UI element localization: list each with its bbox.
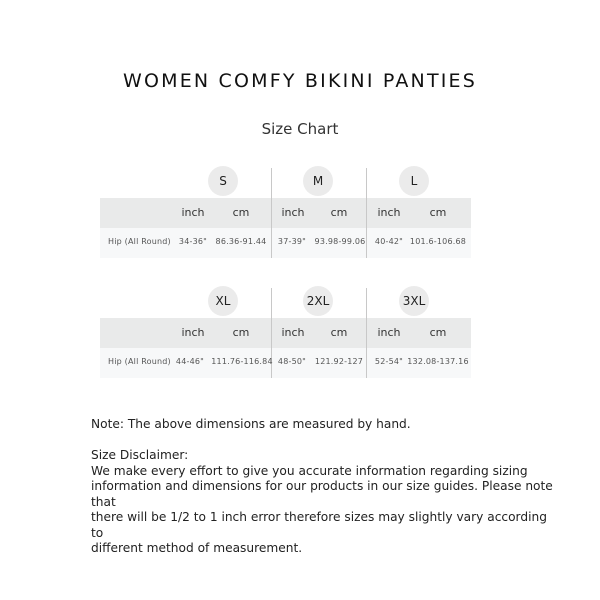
unit-label-inch: inch: [377, 206, 401, 219]
disclaimer-line: there will be 1/2 to 1 inch error therefore sizes may slightly vary according to: [91, 510, 547, 540]
unit-label-cm: cm: [429, 326, 447, 339]
row-label: Hip (All Round): [108, 237, 171, 246]
size-badge: S: [208, 166, 238, 196]
size-badge: XL: [208, 286, 238, 316]
unit-label-inch: inch: [281, 206, 305, 219]
value-inch: 52-54": [374, 357, 404, 366]
column-divider: [366, 288, 367, 378]
value-inch: 34-36": [178, 237, 208, 246]
value-inch: 48-50": [277, 357, 307, 366]
measurement-note: Note: The above dimensions are measured by hand.: [91, 417, 411, 431]
disclaimer-line: We make every effort to give you accurate information regarding sizing: [91, 463, 528, 478]
value-cm: 101.6-106.68: [409, 237, 467, 246]
size-badge: L: [399, 166, 429, 196]
value-cm: 86.36-91.44: [215, 237, 267, 246]
value-cm: 93.98-99.06: [314, 237, 366, 246]
size-table-1: [100, 166, 471, 258]
unit-label-cm: cm: [429, 206, 447, 219]
unit-label-inch: inch: [377, 326, 401, 339]
chart-subtitle: Size Chart: [261, 120, 339, 138]
value-inch: 44-46": [175, 357, 205, 366]
value-cm: 111.76-116.84: [211, 357, 273, 366]
unit-label-inch: inch: [181, 206, 205, 219]
size-badge: 2XL: [303, 286, 333, 316]
unit-label-inch: inch: [281, 326, 305, 339]
disclaimer-title: Size Disclaimer:: [91, 448, 189, 462]
page-title: WOMEN COMFY BIKINI PANTIES: [122, 70, 478, 92]
disclaimer-line: information and dimensions for our products in our size guides. Please note that: [91, 479, 553, 509]
value-inch: 37-39": [277, 237, 307, 246]
size-badge: 3XL: [399, 286, 429, 316]
notes-section: [91, 417, 561, 557]
value-inch: 40-42": [374, 237, 404, 246]
unit-label-cm: cm: [330, 206, 348, 219]
column-divider: [366, 168, 367, 258]
size-table-2: [100, 286, 471, 378]
disclaimer-line: different method of measurement.: [91, 541, 303, 555]
size-badge: M: [303, 166, 333, 196]
unit-label-cm: cm: [232, 326, 250, 339]
value-cm: 132.08-137.16: [407, 357, 469, 366]
column-divider: [271, 168, 272, 258]
unit-label-cm: cm: [330, 326, 348, 339]
unit-label-inch: inch: [181, 326, 205, 339]
row-label: Hip (All Round): [108, 357, 171, 366]
unit-label-cm: cm: [232, 206, 250, 219]
value-cm: 121.92-127: [314, 357, 364, 366]
